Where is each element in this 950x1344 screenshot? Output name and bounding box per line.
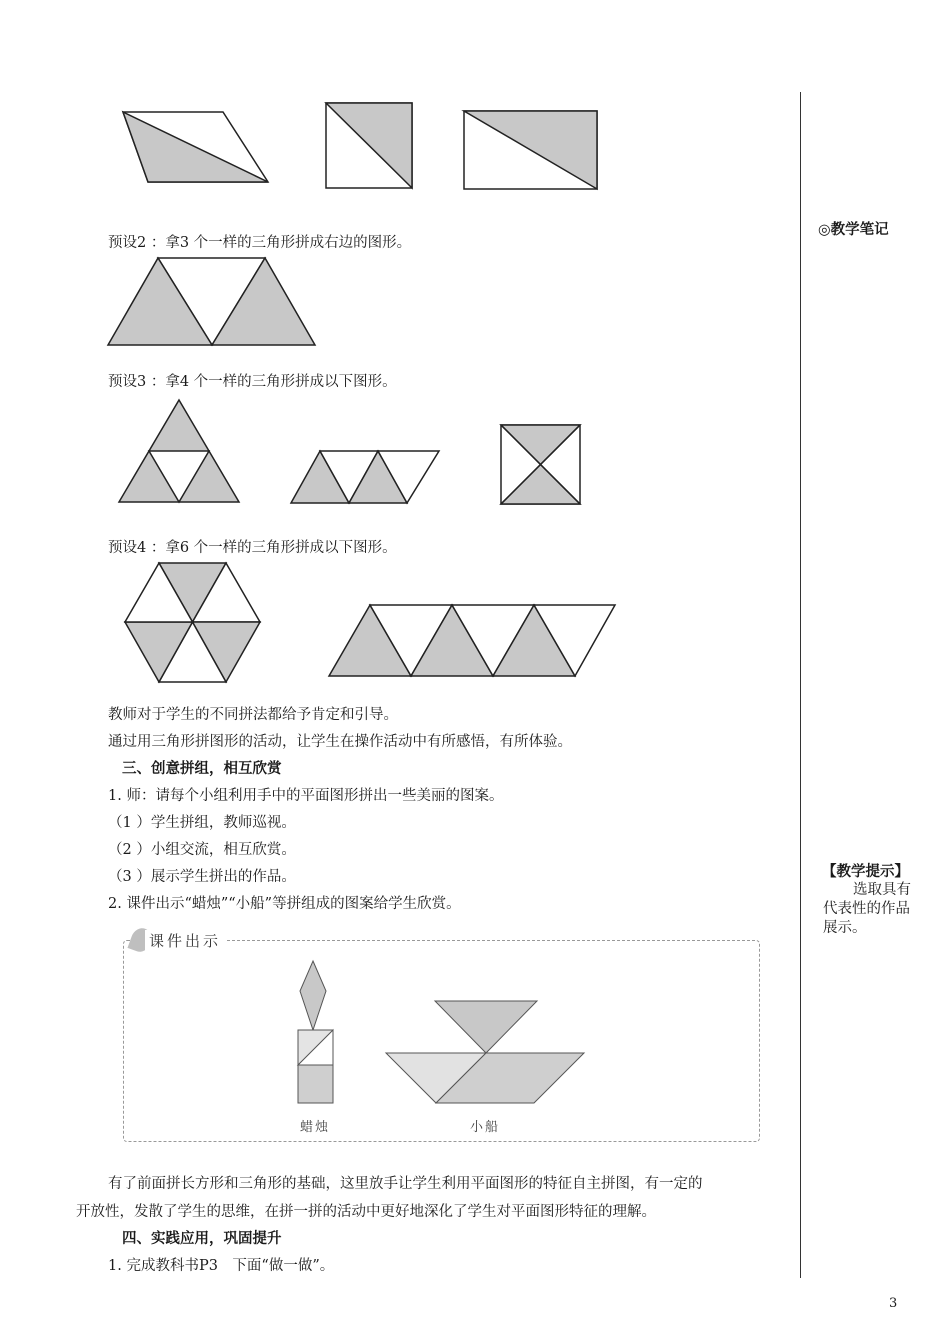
preset-2-text: 预设2 ：拿3 个一样的三角形拼成右边的图形。 [108, 235, 412, 251]
column-divider [800, 92, 801, 1278]
teaching-tip-line-3: 展示。 [823, 920, 867, 936]
candle-figure [294, 958, 336, 1108]
item-4-1-text: 1. 完成教科书P3 下面“做一做”。 [108, 1258, 335, 1274]
sub-item-3: （3 ）展示学生拼出的作品。 [108, 869, 296, 885]
teacher-affirm-text: 教师对于学生的不同拼法都给予肯定和引导。 [108, 707, 398, 723]
boat-caption: 小船 [470, 1120, 501, 1135]
section-4-heading: 四、实践应用，巩固提升 [122, 1230, 282, 1247]
sub-item-1: （1 ）学生拼组，教师巡视。 [108, 815, 296, 831]
teaching-tip-line-1: 选取具有 [853, 882, 911, 898]
item-1-text: 1. 师：请每个小组利用手中的平面图形拼出一些美丽的图案。 [108, 788, 504, 804]
section-3-heading: 三、创意拼组，相互欣赏 [122, 760, 282, 777]
analysis-line-1: 有了前面拼长方形和三角形的基础，这里放手让学生利用平面图形的特征自主拼图，有一定的 [108, 1176, 703, 1192]
teaching-notes-heading: ◎教学笔记 [818, 221, 889, 238]
rectangle-two-triangles-figure [460, 108, 602, 192]
hexagon-six-triangles-figure [120, 560, 265, 686]
boat-figure [382, 996, 588, 1108]
large-triangle-four-triangles-figure [117, 398, 242, 506]
page-number: 3 [889, 1296, 898, 1311]
sub-item-2: （2 ）小组交流，相互欣赏。 [108, 842, 296, 858]
analysis-line-2: 开放性，发散了学生的思维，在拼一拼的活动中更好地深化了学生对平面图形特征的理解。 [76, 1204, 656, 1220]
activity-purpose-text: 通过用三角形拼图形的活动，让学生在操作活动中有所感悟，有所体验。 [108, 734, 572, 750]
square-two-triangles-figure [322, 100, 417, 192]
square-four-triangles-figure [498, 422, 584, 508]
courseware-label: 课件出示 [145, 930, 225, 951]
item-2-text: 2. 课件出示“蜡烛”“小船”等拼组成的图案给学生欣赏。 [108, 896, 461, 912]
parallelogram-six-triangles-figure [326, 602, 618, 680]
preset-3-text: 预设3 ：拿4 个一样的三角形拼成以下图形。 [108, 374, 397, 390]
teaching-tip-line-2: 代表性的作品 [823, 901, 910, 917]
parallelogram-four-triangles-figure [288, 448, 443, 506]
candle-caption: 蜡烛 [300, 1120, 331, 1135]
trapezoid-three-triangles-figure [105, 255, 320, 350]
parallelogram-two-triangles-figure [118, 108, 273, 188]
teaching-tip-heading: 【教学提示】 [822, 863, 909, 880]
preset-4-text: 预设4 ：拿6 个一样的三角形拼成以下图形。 [108, 540, 397, 556]
